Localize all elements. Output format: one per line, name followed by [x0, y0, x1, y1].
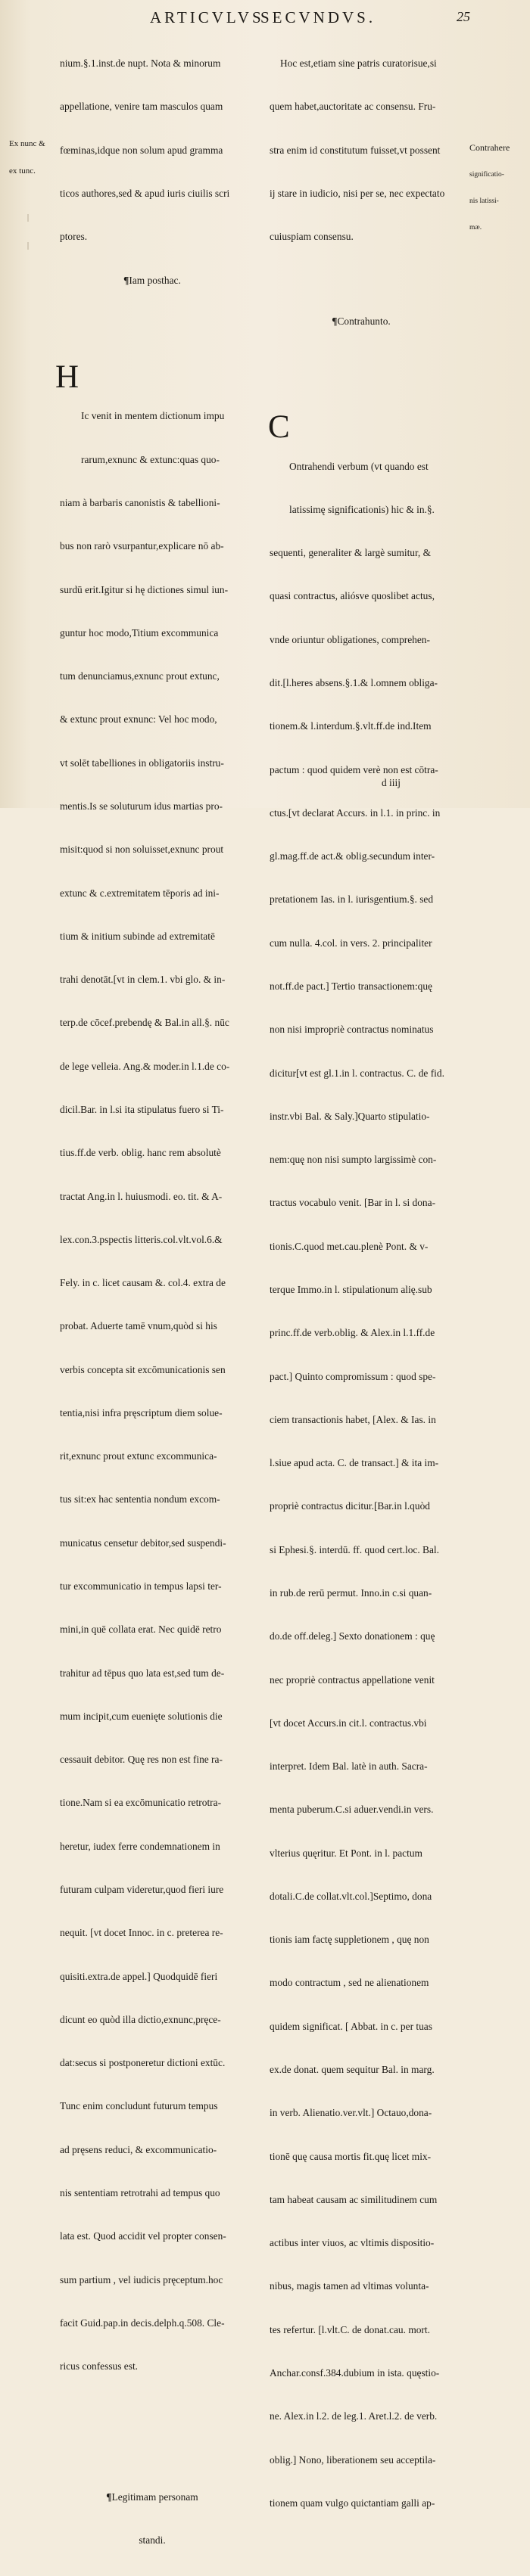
text-line: tionem quam vulgo quictantiam galli ap-: [270, 2497, 435, 2509]
text-line: guntur hoc modo,Titium excommunica: [60, 626, 219, 639]
text-line: dotali.C.de collat.vlt.col.]Septimo, dona: [270, 1890, 432, 1902]
text-line: tur excommunicatio in tempus lapsi ter-: [60, 1580, 222, 1593]
text-line: instr.vbi Bal. & Saly.]Quarto stipulatio-: [270, 1110, 430, 1122]
text-line: nequit. [vt docet Innoc. in c. preterea re-: [60, 1927, 223, 1939]
pilcrow-icon: ¶: [123, 274, 129, 286]
text-line: in rub.de rerū permut. Inno.in c.si quan-: [270, 1586, 432, 1599]
text-line: [vt docet Accurs.in cit.l. contractus.vbi: [270, 1717, 427, 1729]
text-line: vt solēt tabelliones in obligatoriis instru-: [60, 757, 224, 769]
spacer: [60, 2446, 257, 2461]
text-line: vnde oriuntur obligationes, comprehen-: [270, 633, 430, 645]
spacer: [60, 316, 257, 322]
text-line: oblig.] Nono, liberationem seu acceptila-: [270, 2453, 436, 2466]
text-line: Fely. in c. licet causam &. col.4. extra de: [60, 1277, 226, 1289]
text-line: gl.mag.ff.de act.& oblig.secundum inter-: [270, 850, 435, 862]
section-heading: [60, 2490, 257, 2504]
text-line: probat. Aduerte tamē vnum,quòd si his: [60, 1320, 217, 1332]
text-line: tus sit:ex hac sententia nondum excom-: [60, 1493, 220, 1506]
text-line: dicil.Bar. in l.si ita stipulatus fuero si Ti-: [60, 1103, 224, 1115]
text-line: cessauit debitor. Quę res non est fine ra-: [60, 1754, 223, 1766]
text-line: tius.ff.de verb. oblig. hanc rem absolutè: [60, 1147, 221, 1159]
pilcrow-icon: ¶: [106, 2491, 112, 2503]
text-line: ticos authores,sed & apud iuris ciuilis scri: [60, 188, 230, 200]
text-line: ctus.[vt declarat Accurs. in l.1. in princ. in: [270, 806, 441, 819]
pilcrow-icon: ¶: [332, 315, 338, 327]
text-line: not.ff.de pact.] Tertio transactionem:quę: [270, 980, 432, 992]
text-line: tionis iam factę suppletionem , quę non: [270, 1934, 429, 1946]
text-line: do.de off.deleg.] Sexto donationem : quę: [270, 1630, 435, 1642]
text-line: in verb. Alienatio.ver.vlt.] Octauo,dona-: [270, 2107, 432, 2119]
text-line: actibus inter viuos, ac vltimis dispositio-: [270, 2237, 435, 2249]
section-heading-text: Legitimam personam: [111, 2491, 198, 2503]
text-line: vlterius quęritur. Et Pont. in l. pactum: [270, 1847, 422, 1859]
margin-note-line: nis latissi-: [469, 197, 499, 205]
text-line: misit:quod si non soluisset,exnunc prout: [60, 844, 224, 856]
text-line: ex.de donat. quem sequitur Bal. in marg.: [270, 2064, 435, 2076]
text-line: lata est. Quod accidit vel propter consen-: [60, 2230, 226, 2242]
text-line: Ic venit in mentem dictionum impu: [81, 410, 225, 422]
text-line: ciem transactionis habet, [Alex. & Ias. in: [270, 1413, 436, 1425]
text-line: futuram culpam videretur,quod fieri iure: [60, 1884, 224, 1895]
text-line: tentia,nisi infra pręscriptum diem solue-: [60, 1406, 223, 1419]
text-line: terp.de cōcef.prebendę & Bal.in all.§. nūc: [60, 1017, 229, 1029]
section-heading: [60, 273, 257, 287]
text-line: cuiuspiam consensu.: [270, 231, 354, 243]
text-line: latissimę significationis) hic & in.§.: [289, 503, 435, 515]
text-line: facit Guid.pap.in decis.delph.q.508. Cle-: [60, 2317, 225, 2329]
text-line: nibus, magis tamen ad vltimas volunta-: [270, 2280, 429, 2292]
text-line: quidem significat. [ Abbat. in c. per tuas: [270, 2020, 432, 2032]
text-line: Hoc est,etiam sine patris curatorisue,si: [280, 57, 437, 70]
text-line: tionē quę causa mortis fit.quę licet mix-: [270, 2150, 432, 2162]
text-line: quisiti.extra.de appel.] Quodquidē fieri: [60, 1970, 218, 1982]
text-line: Anchar.consf.384.dubium in ista. quęstio-: [270, 2367, 440, 2379]
text-line: tam habeat causam ac similitudinem cum: [270, 2193, 438, 2205]
text-line: trahi denotāt.[vt in clem.1. vbi glo. & in-: [60, 974, 226, 986]
left-column: [55, 27, 257, 2576]
text-line: stra enim id constitutum fuisset,vt possent: [270, 144, 441, 156]
section-heading-text: Iam posthac.: [129, 274, 181, 286]
text-line: nec propriè contractus appellatione venit: [270, 1673, 435, 1686]
text-line: tum denunciamus,exnunc prout extunc,: [60, 670, 220, 682]
margin-tick: [27, 214, 29, 222]
text-line: verbis concepta sit excōmunicationis sen: [60, 1363, 226, 1375]
text-line: rarum,exnunc & extunc:quas quo-: [81, 453, 220, 465]
text-line: nem:quę non nisi sumpto largissimè con-: [270, 1154, 437, 1166]
text-line: surdū erit.Igitur si hę dictiones simul iun-: [60, 583, 229, 595]
text-line: si Ephesi.§. interdū. ff. quod cert.loc. Bal.: [270, 1543, 439, 1555]
text-line: tionem.& l.interdum.§.vlt.ff.de ind.Item: [270, 720, 432, 732]
text-line: tractus vocabulo venit. [Bar in l. si dona-: [270, 1197, 436, 1209]
text-line: appellatione, venire tam masculos quam: [60, 101, 223, 113]
text-line: ij stare in iudicio, nisi per se, nec expectato: [270, 188, 445, 200]
text-line: pactum : quod quidem verè non est cōtra-: [270, 763, 438, 775]
signature-mark: d iiij: [382, 777, 401, 788]
running-head-left: ARTICVLVS: [150, 8, 264, 26]
text-line: interpret. Idem Bal. latè in auth. Sacra-: [270, 1760, 428, 1773]
text-line: tractat Ang.in l. huiusmodi. eo. tit. & A-: [60, 1190, 223, 1202]
text-line: cum nulla. 4.col. in vers. 2. principaliter: [270, 937, 432, 949]
text-line: quem habet,auctoritate ac consensu. Fru-: [270, 101, 436, 113]
text-line: propriè contractus dicitur.[Bar.in l.quòd: [270, 1500, 430, 1512]
text-line: modo contractum , sed ne alienationem: [270, 1977, 429, 1989]
text-line: ricus confessus est.: [60, 2360, 139, 2372]
text-line: nium.§.1.inst.de nupt. Nota & minorum: [60, 57, 221, 70]
text-line: princ.ff.de verb.oblig. & Alex.in l.1.ff.de: [270, 1327, 435, 1339]
text-line: rit,exnunc prout extunc excommunica-: [60, 1450, 217, 1462]
text-line: bus non rarò vsurpantur,explicare nō ab-: [60, 540, 224, 552]
text-line: heretur, iudex ferre condemnationem in: [60, 1840, 220, 1852]
text-line: lex.con.3.pspectis litteris.col.vlt.vol.6.&: [60, 1233, 223, 1245]
paragraph-with-dropcap: [268, 409, 465, 2539]
text-line: tione.Nam si ea excōmunicatio retrotra-: [60, 1797, 222, 1809]
paragraph-with-dropcap: [55, 359, 257, 2402]
text-line: dat:secus si postponeretur dictioni extūc.: [60, 2057, 226, 2069]
text-line: pretationem Ias. in l. iurisgentium.§. sed: [270, 893, 434, 906]
drop-capital: C: [268, 409, 290, 446]
margin-tick: [27, 242, 29, 250]
text-line: pact.] Quinto compromissum : quod spe-: [270, 1370, 436, 1382]
text-line: nis sententiam retrotrahi ad tempus quo: [60, 2186, 220, 2198]
text-line: tes refertur. [l.vlt.C. de donat.cau. mort.: [270, 2323, 430, 2335]
text-line: terque Immo.in l. stipulationum alię.sub: [270, 1283, 432, 1295]
text-line: mini,in quē collata erat. Nec quidē retro: [60, 1624, 222, 1636]
margin-note-line: mæ.: [469, 224, 482, 231]
text-line: & extunc prout exnunc: Vel hoc modo,: [60, 713, 217, 726]
text-line: de lege velleia. Ang.& moder.in l.1.de co-: [60, 1060, 230, 1072]
text-line: extunc & c.extremitatem tēporis ad ini-: [60, 887, 220, 899]
text-line: menta puberum.C.si aduer.vendi.in vers.: [270, 1804, 434, 1816]
text-line: dicunt eo quòd illa dictio,exnunc,pręce-: [60, 2013, 221, 2025]
margin-note-left: [9, 121, 55, 194]
section-heading-text: Contrahunto.: [337, 315, 391, 327]
text-line: non nisi impropriè contractus nominatus: [270, 1024, 434, 1036]
text-line: dit.[l.heres absens.§.1.& l.omnem obliga-: [270, 677, 438, 689]
text-line: Ontrahendi verbum (vt quando est: [289, 460, 429, 472]
section-heading-continued: standi.: [139, 2534, 166, 2546]
margin-note-right: [469, 125, 528, 250]
margin-note-line: ex tunc.: [9, 166, 36, 176]
right-column: [270, 27, 465, 2568]
text-line: sequenti, generaliter & largè sumitur, &: [270, 547, 432, 559]
page-number: 25: [457, 9, 470, 24]
text-line: mentis.Is se soluturum idus martias pro-: [60, 800, 223, 812]
section-heading: [270, 314, 465, 328]
text-line: mum incipit,cum euenięte solutionis die: [60, 1710, 223, 1722]
text-line: Tunc enim concludunt futurum tempus: [60, 2100, 218, 2112]
text-line: municatus censetur debitor,sed suspendi-: [60, 1537, 226, 1549]
margin-note-line: Contrahere: [469, 142, 510, 153]
text-line: dicitur[vt est gl.1.in l. contractus. C. de fid.: [270, 1067, 444, 1079]
drop-capital: H: [55, 359, 80, 396]
margin-note-line: Ex nunc &: [9, 139, 45, 148]
text-line: l.siue apud acta. C. de transact.] & ita im-: [270, 1457, 439, 1469]
text-line: trahitur ad tēpus quo lata est,sed tum de-: [60, 1667, 225, 1679]
margin-note-line: significatio-: [469, 171, 504, 179]
running-head-right: SECVNDVS.: [260, 8, 376, 26]
spacer: [270, 273, 465, 285]
text-line: quasi contractus, aliósve quoslibet actus,: [270, 590, 435, 602]
text-line: tionis.C.quod met.cau.plenè Pont. & v-: [270, 1240, 429, 1252]
text-line: ad pręsens reduci, & excommunicatio-: [60, 2143, 217, 2155]
text-line: sum partium , vel iudicis pręceptum.hoc: [60, 2273, 223, 2285]
text-line: fœminas,idque non solum apud gramma: [60, 144, 223, 156]
spacer: [270, 357, 465, 372]
text-line: ne. Alex.in l.2. de leg.1. Aret.l.2. de verb.: [270, 2410, 438, 2422]
text-line: ptores.: [60, 231, 88, 243]
text-line: niam à barbaris canonistis & tabellioni-: [60, 497, 220, 508]
text-line: tium & initium subinde ad extremitatē: [60, 930, 215, 942]
